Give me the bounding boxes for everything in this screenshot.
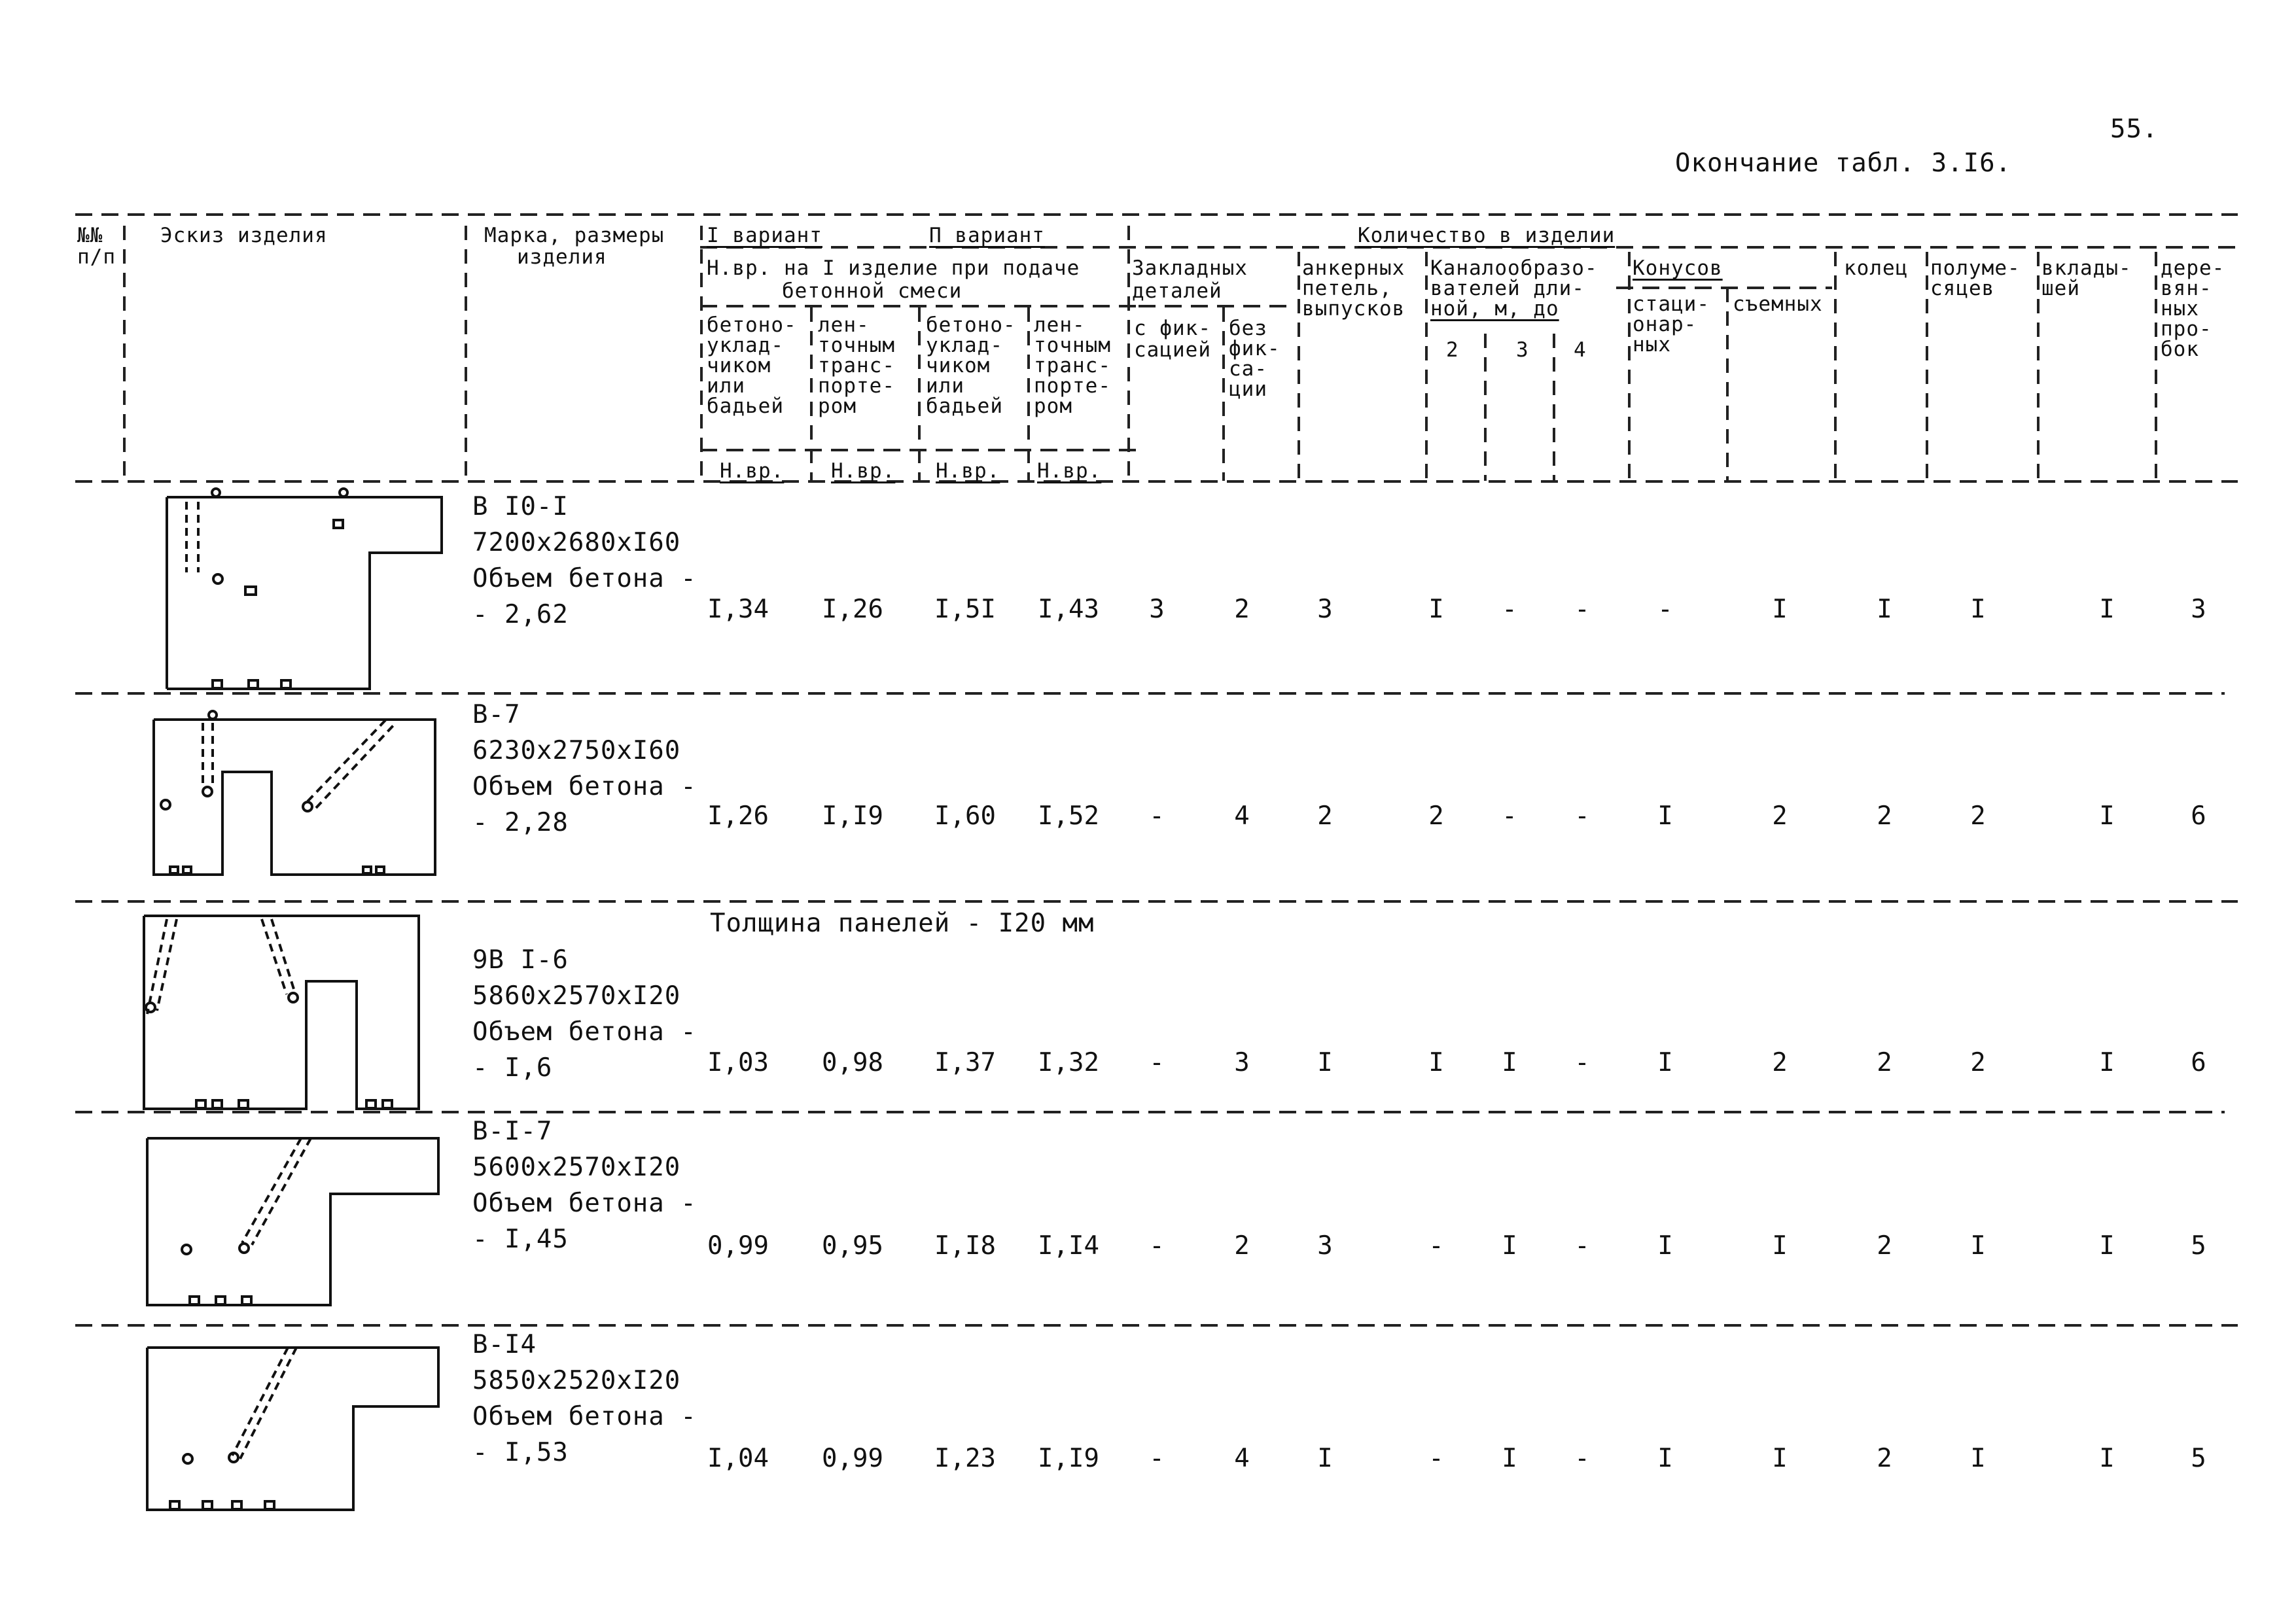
mark: В-I4 — [472, 1330, 537, 1359]
header-sub-lent-2 — [1034, 315, 1111, 417]
sub-line: точным — [1034, 334, 1111, 357]
table-cell-value: 2 — [1234, 1231, 1250, 1261]
table-caption: Окончание табл. 3.I6. — [1675, 148, 2012, 178]
sub-line: ром — [818, 394, 857, 418]
table-cell-value: 2 — [1317, 801, 1333, 831]
header-norm-1: Н.вр. на I изделие при подаче — [707, 256, 1080, 280]
table-cell-value: 2 — [1970, 1048, 1986, 1077]
volume-label: Объем бетона - — [472, 1402, 697, 1431]
table-cell-value: I,23 — [934, 1444, 996, 1473]
sub-line: Каналообразо- — [1430, 256, 1598, 280]
panel-sketch-4 — [134, 1115, 442, 1318]
header-kanalo — [1430, 258, 1598, 319]
panel-sketch-5 — [134, 1328, 442, 1531]
table-cell-value: 2 — [1877, 1444, 1892, 1473]
sub-line: точным — [818, 334, 895, 357]
sub-line: полуме- — [1930, 256, 2021, 280]
table-cell-value: I — [1428, 1048, 1444, 1077]
table-cell-value: I — [1657, 1231, 1673, 1261]
table-cell-value: I — [1657, 1444, 1673, 1473]
sub-line: ром — [1034, 394, 1072, 418]
table-cell-value: I,52 — [1038, 801, 1099, 831]
sub-line: порте- — [1034, 374, 1111, 398]
table-cell-value: - — [1428, 1444, 1444, 1473]
volume-label: Объем бетона - — [472, 772, 697, 801]
table-cell-value: - — [1574, 595, 1590, 624]
mark: В-7 — [472, 700, 521, 729]
table-cell-value: I — [1502, 1231, 1517, 1261]
header-semnyh: съемных — [1733, 292, 1823, 316]
table-cell-value: I — [2099, 1231, 2115, 1261]
table-cell-value: 5 — [2191, 1231, 2206, 1261]
table-cell-value: 3 — [2191, 595, 2206, 624]
header-sfiks-2: сацией — [1134, 338, 1211, 362]
table-cell-value: 2 — [1428, 801, 1444, 831]
sub-line: без — [1229, 317, 1267, 340]
sub-line: выпусков — [1302, 297, 1405, 321]
header-derevyannyh — [2161, 258, 2225, 360]
header-vkladyshei — [2041, 258, 2132, 299]
table-cell-value: 0,95 — [822, 1231, 883, 1261]
sub-line: вателей дли- — [1430, 277, 1585, 300]
table-cell-value: - — [1149, 1444, 1165, 1473]
volume: - I,53 — [472, 1438, 569, 1467]
table-cell-value: - — [1502, 801, 1517, 831]
table-cell-value: 2 — [1877, 1048, 1892, 1077]
row-5-mark — [472, 1332, 697, 1465]
sub-line: лен- — [1034, 313, 1086, 337]
table-cell-value: - — [1502, 595, 1517, 624]
table-cell-value: I,03 — [707, 1048, 769, 1077]
table-cell-value: - — [1149, 1231, 1165, 1261]
sub-line: сяцев — [1930, 277, 1995, 300]
table-cell-value: I,26 — [822, 595, 883, 624]
header-sub-betukl-1 — [707, 315, 797, 417]
sub-line: са- — [1229, 357, 1267, 381]
sub-line: порте- — [818, 374, 895, 398]
mark: 9В I-6 — [472, 945, 569, 975]
table-cell-value: I — [1317, 1444, 1333, 1473]
sub-line: про- — [2161, 317, 2212, 341]
row-4-mark — [472, 1119, 697, 1252]
volume: - I,45 — [472, 1225, 569, 1254]
dims: 6230х2750хI60 — [472, 736, 681, 765]
table-cell-value: - — [1149, 801, 1165, 831]
table-cell-value: 0,99 — [707, 1231, 769, 1261]
table-cell-value: - — [1428, 1231, 1444, 1261]
sub-line: уклад- — [926, 334, 1003, 357]
header-sub-lent-1 — [818, 315, 895, 417]
table-cell-value: 4 — [1234, 801, 1250, 831]
header-nvr-2: Н.вр. — [831, 459, 896, 483]
header-nvr-4: Н.вр. — [1037, 459, 1102, 483]
table-cell-value: 2 — [1772, 801, 1788, 831]
table-cell-value: I — [1772, 1231, 1788, 1261]
table-cell-value: I,26 — [707, 801, 769, 831]
volume: - 2,62 — [472, 600, 569, 629]
row-2-mark — [472, 702, 697, 835]
header-kanalo-2: 2 — [1446, 338, 1459, 362]
mark: В-I-7 — [472, 1117, 553, 1146]
row-1-mark — [472, 494, 697, 627]
sub-line: вян- — [2161, 277, 2212, 300]
table-cell-value: 2 — [1877, 1231, 1892, 1261]
dims: 5850х2520хI20 — [472, 1366, 681, 1395]
header-nvr-1: Н.вр. — [720, 459, 785, 483]
sub-line: лен- — [818, 313, 870, 337]
table-cell-value: I — [1772, 595, 1788, 624]
table-cell-value: 2 — [1877, 801, 1892, 831]
header-mark-2: изделия — [517, 245, 607, 269]
volume: - 2,28 — [472, 808, 569, 837]
header-variant-2: П вариант — [929, 224, 1045, 247]
header-kolec: колец — [1844, 256, 1909, 280]
header-nvr-3: Н.вр. — [936, 459, 1000, 483]
header-num-2: п/п — [77, 245, 116, 269]
table-cell-value: - — [1574, 1048, 1590, 1077]
sub-line: чиком — [707, 354, 771, 377]
table-cell-value: 3 — [1234, 1048, 1250, 1077]
table-cell-value: I — [2099, 595, 2115, 624]
dims: 5600х2570хI20 — [472, 1153, 681, 1182]
sub-line: ной, м, до — [1430, 297, 1559, 321]
table-cell-value: I,I9 — [1038, 1444, 1099, 1473]
table-cell-value: I,60 — [934, 801, 996, 831]
table-cell-value: I — [2099, 801, 2115, 831]
sub-line: стаци- — [1633, 292, 1710, 316]
table-cell-value: I — [1970, 595, 1986, 624]
dims: 5860х2570хI20 — [472, 981, 681, 1011]
header-kanalo-3: 3 — [1516, 338, 1529, 362]
sub-line: петель, — [1302, 277, 1392, 300]
sub-line: бадьей — [707, 394, 784, 418]
header-ankernyh — [1302, 258, 1405, 319]
header-stacionar — [1633, 294, 1710, 355]
table-cell-value: I — [1428, 595, 1444, 624]
volume: - I,6 — [472, 1053, 553, 1083]
table-cell-value: I,I4 — [1038, 1231, 1099, 1261]
table-cell-value: I,I8 — [934, 1231, 996, 1261]
sub-line: или — [926, 374, 964, 398]
table-cell-value: I — [1657, 1048, 1673, 1077]
table-cell-value: - — [1574, 1231, 1590, 1261]
header-konusov: Конусов — [1633, 256, 1723, 280]
sub-line: фик- — [1229, 337, 1280, 360]
table-cell-value: I — [1970, 1231, 1986, 1261]
table-cell-value: I,34 — [707, 595, 769, 624]
table-cell-value: - — [1574, 1444, 1590, 1473]
sub-line: дере- — [2161, 256, 2225, 280]
sub-line: бетоно- — [926, 313, 1016, 337]
sub-line: ных — [1633, 333, 1671, 357]
header-zaklad-1: Закладных — [1132, 256, 1248, 280]
table-cell-value: - — [1657, 595, 1673, 624]
table-cell-value: I,32 — [1038, 1048, 1099, 1077]
header-qty-title: Количество в изделии — [1358, 224, 1616, 247]
table-cell-value: I,43 — [1038, 595, 1099, 624]
table-cell-value: I — [1772, 1444, 1788, 1473]
table-cell-value: 0,99 — [822, 1444, 883, 1473]
table-cell-value: 0,98 — [822, 1048, 883, 1077]
sub-line: онар- — [1633, 313, 1697, 336]
header-variant-1: I вариант — [707, 224, 822, 247]
table-cell-value: 6 — [2191, 1048, 2206, 1077]
header-sub-betukl-2 — [926, 315, 1016, 417]
table-cell-value: 2 — [1772, 1048, 1788, 1077]
table-cell-value: 5 — [2191, 1444, 2206, 1473]
page-number: 55. — [2110, 114, 2159, 144]
panel-sketch-1 — [160, 481, 461, 697]
volume-label: Объем бетона - — [472, 564, 697, 593]
sub-line: чиком — [926, 354, 991, 377]
table-cell-value: I — [1877, 595, 1892, 624]
table-cell-value: I,I9 — [822, 801, 883, 831]
header-norm-2: бетонной смеси — [782, 279, 963, 303]
table-cell-value: I — [2099, 1048, 2115, 1077]
table-cell-value: I,5I — [934, 595, 996, 624]
header-sketch: Эскиз изделия — [160, 224, 328, 247]
sub-line: бадьей — [926, 394, 1003, 418]
row-3-mark — [472, 947, 697, 1081]
header-bezfiks — [1229, 319, 1280, 400]
table-cell-value: I,37 — [934, 1048, 996, 1077]
sub-line: ции — [1229, 377, 1267, 401]
sub-line: анкерных — [1302, 256, 1405, 280]
header-sfiks-1: с фик- — [1134, 317, 1211, 340]
header-zaklad-2: деталей — [1132, 279, 1222, 303]
table-cell-value: - — [1574, 801, 1590, 831]
header-kanalo-4: 4 — [1574, 338, 1587, 362]
sub-line: или — [707, 374, 745, 398]
table-cell-value: 3 — [1317, 1231, 1333, 1261]
table-cell-value: 3 — [1317, 595, 1333, 624]
table-cell-value: 4 — [1234, 1444, 1250, 1473]
sub-line: транс- — [818, 354, 895, 377]
sub-line: транс- — [1034, 354, 1111, 377]
table-cell-value: 2 — [1234, 595, 1250, 624]
sub-line: бок — [2161, 338, 2199, 361]
header-polumesyacev — [1930, 258, 2021, 299]
table-cell-value: I — [1317, 1048, 1333, 1077]
header-num-1: №№ — [77, 224, 103, 247]
sub-line: шей — [2041, 277, 2080, 300]
panel-sketch-2 — [147, 703, 448, 899]
header-mark-1: Марка, размеры — [484, 224, 665, 247]
table-cell-value: I — [1970, 1444, 1986, 1473]
table-cell-value: I,04 — [707, 1444, 769, 1473]
table-cell-value: 2 — [1970, 801, 1986, 831]
table-cell-value: - — [1149, 1048, 1165, 1077]
note-thickness: Толщина панелей - I20 мм — [710, 909, 1095, 938]
table-cell-value: I — [2099, 1444, 2115, 1473]
sub-line: бетоно- — [707, 313, 797, 337]
table-cell-value: I — [1657, 801, 1673, 831]
volume-label: Объем бетона - — [472, 1017, 697, 1047]
panel-sketch-3 — [131, 906, 432, 1115]
sub-line: ных — [2161, 297, 2199, 321]
sub-line: уклад- — [707, 334, 784, 357]
table-cell-value: 6 — [2191, 801, 2206, 831]
sub-line: вклады- — [2041, 256, 2132, 280]
mark: В I0-I — [472, 492, 569, 521]
table-cell-value: 3 — [1149, 595, 1165, 624]
volume-label: Объем бетона - — [472, 1189, 697, 1218]
table-cell-value: I — [1502, 1048, 1517, 1077]
dims: 7200х2680хI60 — [472, 528, 681, 557]
table-cell-value: I — [1502, 1444, 1517, 1473]
